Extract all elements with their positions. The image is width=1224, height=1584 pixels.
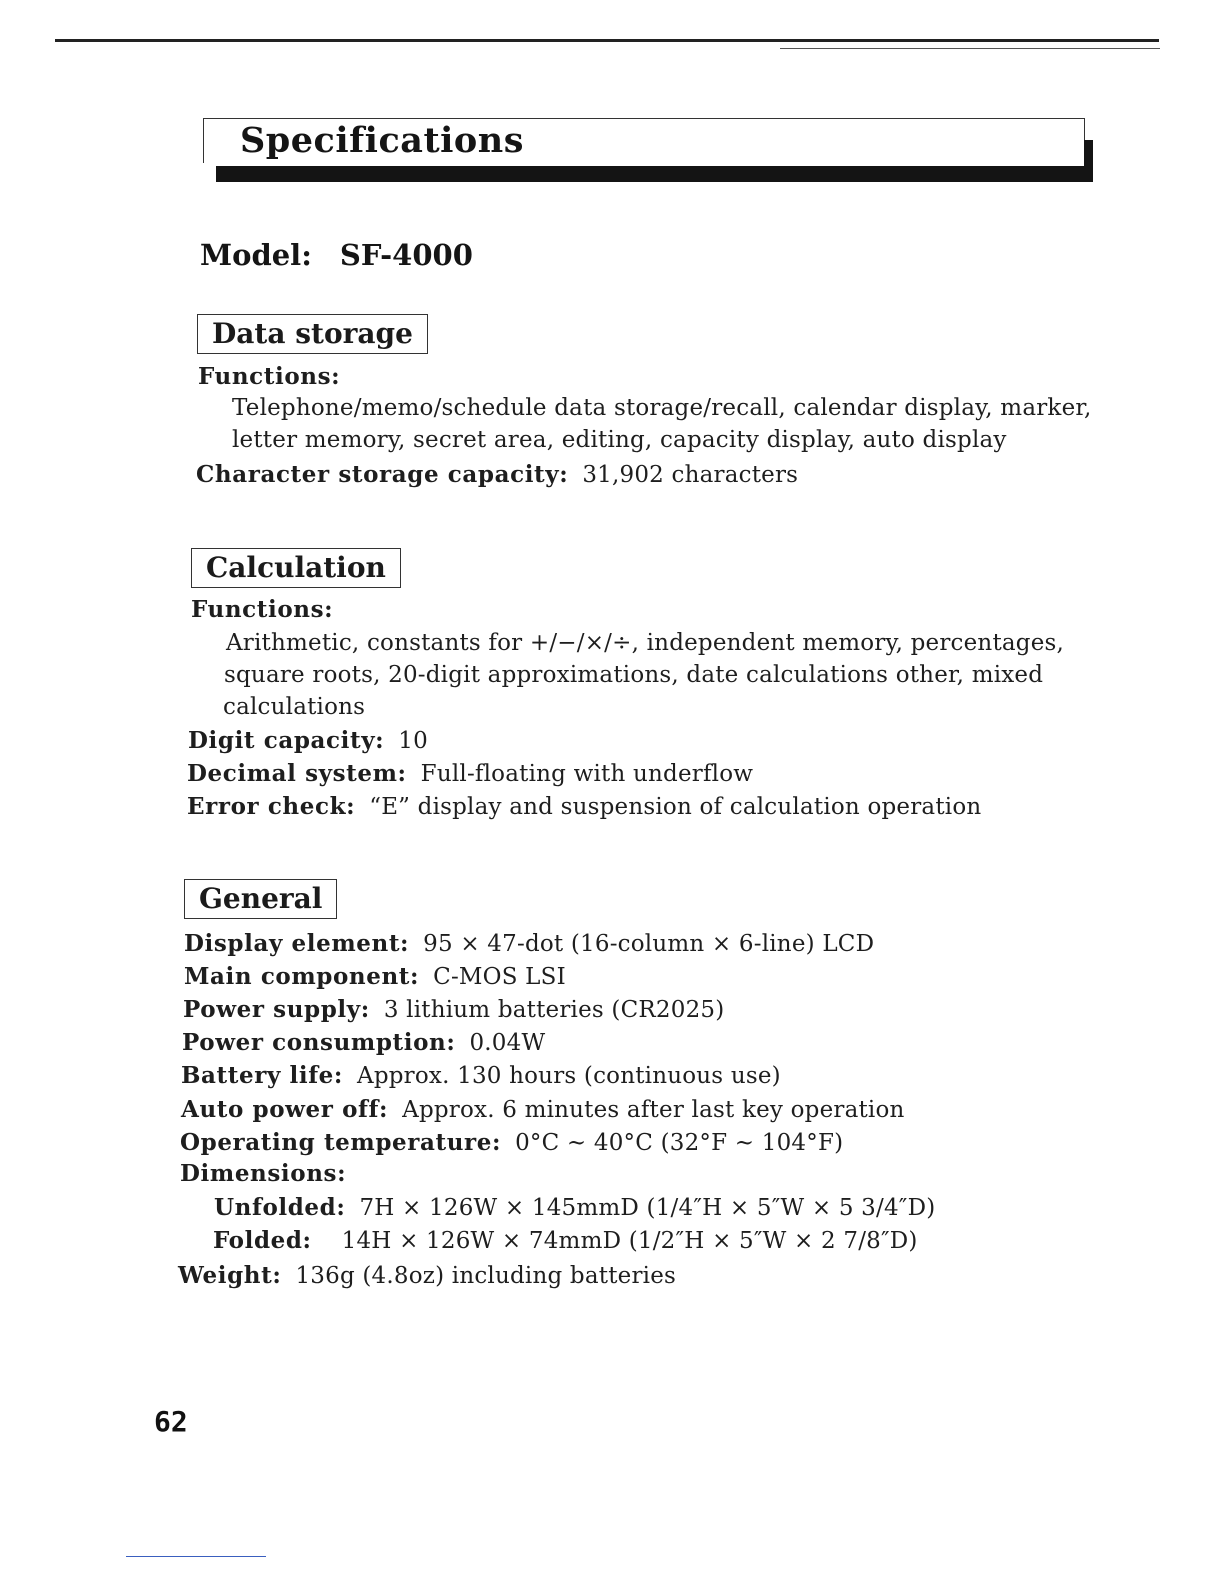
error-check-row (187, 793, 981, 820)
digit-capacity-row (188, 727, 428, 754)
calculation-functions-label: Functions: (191, 596, 334, 623)
top-rule (55, 39, 1159, 42)
error-check-value: “E” display and suspension of calculation operation (369, 794, 982, 820)
top-rule-thin (780, 48, 1160, 49)
data-storage-functions-line: Telephone/memo/schedule data storage/recall, calendar display, marker, (232, 395, 1092, 421)
folded-label: Folded: (213, 1227, 312, 1254)
calculation-functions-line: Arithmetic, constants for +/−/×/÷, independent memory, percentages, (226, 630, 1065, 656)
calculation-functions-line: square roots, 20-digit approximations, date calculations other, mixed (224, 662, 1044, 688)
model-value: SF-4000 (339, 238, 473, 272)
character-capacity-label: Character storage capacity: (196, 461, 569, 488)
weight-row (178, 1262, 676, 1289)
dimensions-unfolded-row (214, 1194, 935, 1221)
error-check-label: Error check: (187, 793, 356, 820)
model-line (200, 238, 473, 272)
power-supply-value: 3 lithium batteries (CR2025) (383, 997, 725, 1023)
weight-label: Weight: (178, 1262, 282, 1289)
display-element-row (184, 930, 874, 957)
character-capacity-row (196, 461, 798, 488)
power-supply-row (183, 996, 724, 1023)
power-supply-label: Power supply: (183, 996, 370, 1023)
section-heading-calculation: Calculation (191, 548, 401, 588)
title-frame-shadow-bar (216, 166, 1093, 182)
operating-temperature-label: Operating temperature: (180, 1129, 502, 1156)
data-storage-functions-line: letter memory, secret area, editing, capacity display, auto display (232, 427, 1007, 453)
unfolded-value: 7H × 126W × 145mmD (1/4″H × 5″W × 5 3/4″D) (359, 1195, 936, 1221)
weight-value: 136g (4.8oz) including batteries (295, 1263, 677, 1289)
power-consumption-label: Power consumption: (182, 1029, 456, 1056)
model-label: Model: (200, 238, 312, 272)
display-element-label: Display element: (184, 930, 410, 957)
digit-capacity-label: Digit capacity: (188, 727, 385, 754)
section-heading-general: General (184, 879, 337, 919)
character-capacity-value: 31,902 characters (582, 462, 799, 488)
decimal-system-row (187, 760, 753, 787)
decimal-system-value: Full-floating with underflow (420, 761, 754, 787)
section-heading-data-storage: Data storage (197, 314, 428, 354)
calculation-functions-line: calculations (223, 694, 366, 720)
main-component-value: C-MOS LSI (433, 964, 566, 990)
operating-temperature-row (180, 1129, 843, 1156)
page-title: Specifications (240, 120, 524, 161)
auto-power-off-row (181, 1096, 905, 1123)
display-element-value: 95 × 47-dot (16-column × 6-line) LCD (423, 931, 875, 957)
unfolded-label: Unfolded: (214, 1194, 346, 1221)
battery-life-label: Battery life: (181, 1062, 344, 1089)
battery-life-row (181, 1062, 781, 1089)
digit-capacity-value: 10 (398, 728, 428, 754)
dimensions-folded-row (213, 1227, 918, 1254)
data-storage-functions-label: Functions: (198, 363, 341, 390)
main-component-label: Main component: (184, 963, 420, 990)
folded-value: 14H × 126W × 74mmD (1/2″H × 5″W × 2 7/8″D) (341, 1228, 918, 1254)
decimal-system-label: Decimal system: (187, 760, 407, 787)
battery-life-value: Approx. 130 hours (continuous use) (357, 1063, 781, 1089)
power-consumption-row (182, 1029, 545, 1056)
dimensions-label: Dimensions: (180, 1160, 347, 1187)
main-component-row (184, 963, 566, 990)
footer-rule (126, 1556, 266, 1557)
operating-temperature-value: 0°C ~ 40°C (32°F ~ 104°F) (515, 1130, 844, 1156)
power-consumption-value: 0.04W (469, 1030, 546, 1056)
auto-power-off-value: Approx. 6 minutes after last key operation (402, 1097, 905, 1123)
auto-power-off-label: Auto power off: (181, 1096, 389, 1123)
page-number: 62 (154, 1405, 188, 1438)
